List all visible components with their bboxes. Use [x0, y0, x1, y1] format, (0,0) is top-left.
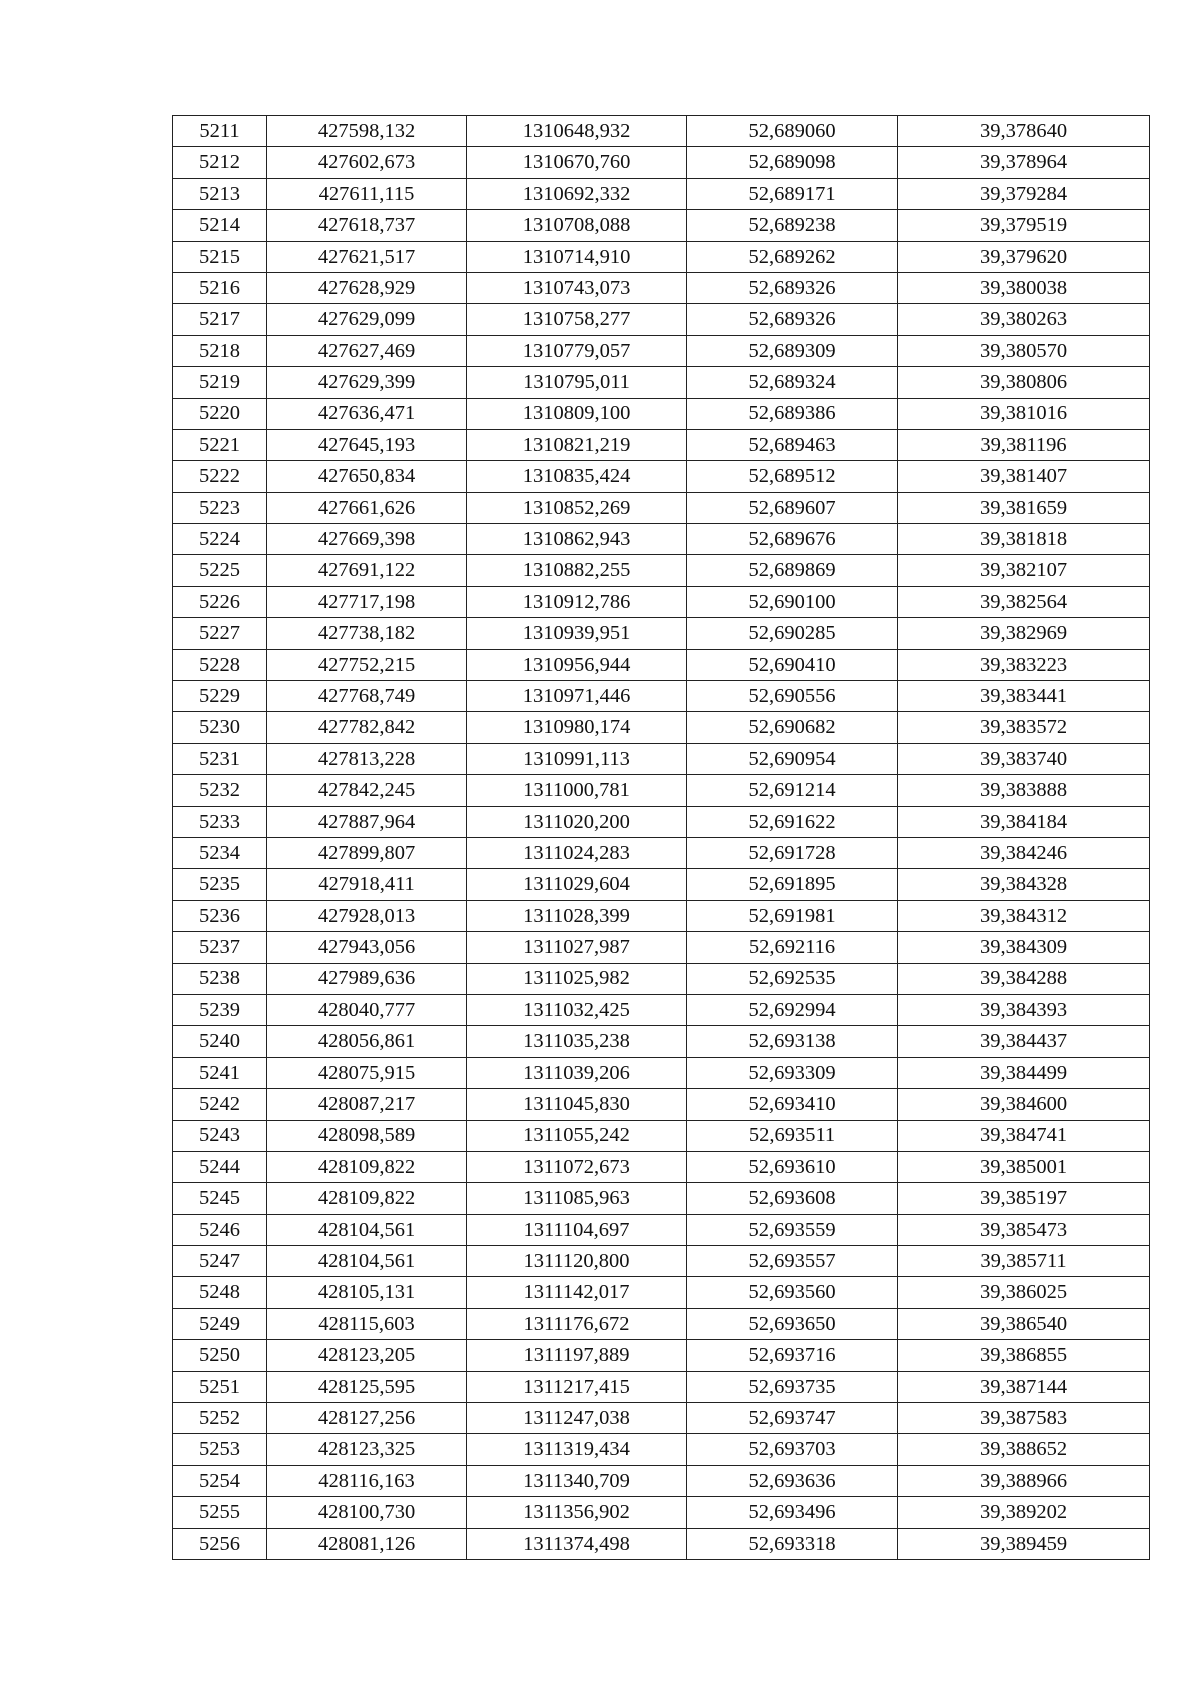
latitude-cell: 52,689326	[687, 272, 898, 303]
point-number-cell: 5224	[173, 524, 267, 555]
table-row	[173, 1246, 1150, 1277]
latitude-cell: 52,689512	[687, 461, 898, 492]
longitude-cell: 39,384499	[898, 1057, 1150, 1088]
latitude-cell: 52,692994	[687, 994, 898, 1025]
point-number-cell: 5233	[173, 806, 267, 837]
latitude-cell: 52,689262	[687, 241, 898, 272]
longitude-cell: 39,384246	[898, 837, 1150, 868]
latitude-cell: 52,693610	[687, 1151, 898, 1182]
latitude-cell: 52,692116	[687, 932, 898, 963]
table-row	[173, 1183, 1150, 1214]
latitude-cell: 52,693650	[687, 1308, 898, 1339]
latitude-cell: 52,691622	[687, 806, 898, 837]
y-coordinate-cell: 1310939,951	[467, 618, 687, 649]
table-row	[173, 743, 1150, 774]
y-coordinate-cell: 1310648,932	[467, 116, 687, 147]
y-coordinate-cell: 1311340,709	[467, 1465, 687, 1496]
table-row	[173, 461, 1150, 492]
latitude-cell: 52,693703	[687, 1434, 898, 1465]
y-coordinate-cell: 1311027,987	[467, 932, 687, 963]
y-coordinate-cell: 1310852,269	[467, 492, 687, 523]
x-coordinate-cell: 427627,469	[267, 335, 467, 366]
table-row	[173, 649, 1150, 680]
y-coordinate-cell: 1311072,673	[467, 1151, 687, 1182]
point-number-cell: 5215	[173, 241, 267, 272]
table-row	[173, 1120, 1150, 1151]
table-row	[173, 178, 1150, 209]
table-row	[173, 1277, 1150, 1308]
y-coordinate-cell: 1310743,073	[467, 272, 687, 303]
longitude-cell: 39,381818	[898, 524, 1150, 555]
table-row	[173, 524, 1150, 555]
latitude-cell: 52,693747	[687, 1403, 898, 1434]
y-coordinate-cell: 1310835,424	[467, 461, 687, 492]
y-coordinate-cell: 1311247,038	[467, 1403, 687, 1434]
table-row	[173, 963, 1150, 994]
y-coordinate-cell: 1310991,113	[467, 743, 687, 774]
latitude-cell: 52,691895	[687, 869, 898, 900]
point-number-cell: 5253	[173, 1434, 267, 1465]
point-number-cell: 5218	[173, 335, 267, 366]
x-coordinate-cell: 427943,056	[267, 932, 467, 963]
latitude-cell: 52,693557	[687, 1246, 898, 1277]
point-number-cell: 5227	[173, 618, 267, 649]
point-number-cell: 5221	[173, 429, 267, 460]
table-row	[173, 1340, 1150, 1371]
table-row	[173, 775, 1150, 806]
longitude-cell: 39,380806	[898, 367, 1150, 398]
y-coordinate-cell: 1311025,982	[467, 963, 687, 994]
y-coordinate-cell: 1311120,800	[467, 1246, 687, 1277]
longitude-cell: 39,380570	[898, 335, 1150, 366]
point-number-cell: 5247	[173, 1246, 267, 1277]
longitude-cell: 39,388966	[898, 1465, 1150, 1496]
y-coordinate-cell: 1310912,786	[467, 586, 687, 617]
latitude-cell: 52,693560	[687, 1277, 898, 1308]
x-coordinate-cell: 427717,198	[267, 586, 467, 617]
latitude-cell: 52,689463	[687, 429, 898, 460]
y-coordinate-cell: 1311319,434	[467, 1434, 687, 1465]
table-row	[173, 1089, 1150, 1120]
y-coordinate-cell: 1310882,255	[467, 555, 687, 586]
table-row	[173, 1465, 1150, 1496]
x-coordinate-cell: 428105,131	[267, 1277, 467, 1308]
point-number-cell: 5231	[173, 743, 267, 774]
x-coordinate-cell: 428098,589	[267, 1120, 467, 1151]
latitude-cell: 52,690100	[687, 586, 898, 617]
y-coordinate-cell: 1311032,425	[467, 994, 687, 1025]
x-coordinate-cell: 428123,205	[267, 1340, 467, 1371]
latitude-cell: 52,690285	[687, 618, 898, 649]
table-row	[173, 304, 1150, 335]
latitude-cell: 52,693735	[687, 1371, 898, 1402]
latitude-cell: 52,689171	[687, 178, 898, 209]
x-coordinate-cell: 427618,737	[267, 210, 467, 241]
x-coordinate-cell: 427928,013	[267, 900, 467, 931]
y-coordinate-cell: 1311055,242	[467, 1120, 687, 1151]
longitude-cell: 39,386025	[898, 1277, 1150, 1308]
longitude-cell: 39,383572	[898, 712, 1150, 743]
y-coordinate-cell: 1310809,100	[467, 398, 687, 429]
x-coordinate-cell: 427842,245	[267, 775, 467, 806]
y-coordinate-cell: 1311374,498	[467, 1528, 687, 1559]
longitude-cell: 39,386540	[898, 1308, 1150, 1339]
point-number-cell: 5226	[173, 586, 267, 617]
longitude-cell: 39,381659	[898, 492, 1150, 523]
x-coordinate-cell: 427768,749	[267, 681, 467, 712]
longitude-cell: 39,384309	[898, 932, 1150, 963]
table-row	[173, 555, 1150, 586]
coordinates-table-body	[173, 116, 1150, 1560]
y-coordinate-cell: 1311029,604	[467, 869, 687, 900]
point-number-cell: 5244	[173, 1151, 267, 1182]
longitude-cell: 39,384312	[898, 900, 1150, 931]
longitude-cell: 39,384600	[898, 1089, 1150, 1120]
y-coordinate-cell: 1311356,902	[467, 1497, 687, 1528]
longitude-cell: 39,380263	[898, 304, 1150, 335]
longitude-cell: 39,385197	[898, 1183, 1150, 1214]
point-number-cell: 5235	[173, 869, 267, 900]
table-row	[173, 241, 1150, 272]
longitude-cell: 39,379620	[898, 241, 1150, 272]
x-coordinate-cell: 427669,398	[267, 524, 467, 555]
table-row	[173, 586, 1150, 617]
point-number-cell: 5250	[173, 1340, 267, 1371]
y-coordinate-cell: 1311028,399	[467, 900, 687, 931]
x-coordinate-cell: 427598,132	[267, 116, 467, 147]
x-coordinate-cell: 427918,411	[267, 869, 467, 900]
latitude-cell: 52,689324	[687, 367, 898, 398]
point-number-cell: 5216	[173, 272, 267, 303]
latitude-cell: 52,693716	[687, 1340, 898, 1371]
longitude-cell: 39,389459	[898, 1528, 1150, 1559]
table-row	[173, 681, 1150, 712]
table-row	[173, 1497, 1150, 1528]
point-number-cell: 5213	[173, 178, 267, 209]
point-number-cell: 5217	[173, 304, 267, 335]
table-row	[173, 1026, 1150, 1057]
longitude-cell: 39,379284	[898, 178, 1150, 209]
point-number-cell: 5228	[173, 649, 267, 680]
longitude-cell: 39,380038	[898, 272, 1150, 303]
longitude-cell: 39,385001	[898, 1151, 1150, 1182]
x-coordinate-cell: 428104,561	[267, 1214, 467, 1245]
x-coordinate-cell: 428109,822	[267, 1183, 467, 1214]
latitude-cell: 52,689869	[687, 555, 898, 586]
table-row	[173, 806, 1150, 837]
latitude-cell: 52,691214	[687, 775, 898, 806]
longitude-cell: 39,383441	[898, 681, 1150, 712]
table-row	[173, 1308, 1150, 1339]
table-row	[173, 492, 1150, 523]
longitude-cell: 39,385711	[898, 1246, 1150, 1277]
x-coordinate-cell: 427899,807	[267, 837, 467, 868]
latitude-cell: 52,689326	[687, 304, 898, 335]
x-coordinate-cell: 427989,636	[267, 963, 467, 994]
y-coordinate-cell: 1310956,944	[467, 649, 687, 680]
longitude-cell: 39,386855	[898, 1340, 1150, 1371]
x-coordinate-cell: 427645,193	[267, 429, 467, 460]
latitude-cell: 52,690954	[687, 743, 898, 774]
y-coordinate-cell: 1310692,332	[467, 178, 687, 209]
table-row	[173, 210, 1150, 241]
point-number-cell: 5212	[173, 147, 267, 178]
point-number-cell: 5241	[173, 1057, 267, 1088]
x-coordinate-cell: 427628,929	[267, 272, 467, 303]
longitude-cell: 39,383888	[898, 775, 1150, 806]
x-coordinate-cell: 427887,964	[267, 806, 467, 837]
x-coordinate-cell: 427602,673	[267, 147, 467, 178]
latitude-cell: 52,689238	[687, 210, 898, 241]
point-number-cell: 5243	[173, 1120, 267, 1151]
y-coordinate-cell: 1311085,963	[467, 1183, 687, 1214]
y-coordinate-cell: 1310758,277	[467, 304, 687, 335]
table-row	[173, 272, 1150, 303]
latitude-cell: 52,690682	[687, 712, 898, 743]
x-coordinate-cell: 428081,126	[267, 1528, 467, 1559]
y-coordinate-cell: 1310821,219	[467, 429, 687, 460]
table-row	[173, 1057, 1150, 1088]
longitude-cell: 39,383740	[898, 743, 1150, 774]
table-row	[173, 147, 1150, 178]
table-row	[173, 367, 1150, 398]
longitude-cell: 39,385473	[898, 1214, 1150, 1245]
x-coordinate-cell: 428115,603	[267, 1308, 467, 1339]
x-coordinate-cell: 427621,517	[267, 241, 467, 272]
point-number-cell: 5237	[173, 932, 267, 963]
longitude-cell: 39,383223	[898, 649, 1150, 680]
point-number-cell: 5252	[173, 1403, 267, 1434]
latitude-cell: 52,689098	[687, 147, 898, 178]
table-row	[173, 116, 1150, 147]
y-coordinate-cell: 1311000,781	[467, 775, 687, 806]
table-row	[173, 900, 1150, 931]
point-number-cell: 5214	[173, 210, 267, 241]
table-row	[173, 932, 1150, 963]
point-number-cell: 5245	[173, 1183, 267, 1214]
point-number-cell: 5254	[173, 1465, 267, 1496]
latitude-cell: 52,689060	[687, 116, 898, 147]
longitude-cell: 39,384328	[898, 869, 1150, 900]
point-number-cell: 5256	[173, 1528, 267, 1559]
point-number-cell: 5248	[173, 1277, 267, 1308]
x-coordinate-cell: 427661,626	[267, 492, 467, 523]
x-coordinate-cell: 427782,842	[267, 712, 467, 743]
table-row	[173, 335, 1150, 366]
table-row	[173, 429, 1150, 460]
table-row	[173, 1151, 1150, 1182]
longitude-cell: 39,382564	[898, 586, 1150, 617]
x-coordinate-cell: 428127,256	[267, 1403, 467, 1434]
latitude-cell: 52,693318	[687, 1528, 898, 1559]
latitude-cell: 52,689607	[687, 492, 898, 523]
point-number-cell: 5240	[173, 1026, 267, 1057]
point-number-cell: 5220	[173, 398, 267, 429]
y-coordinate-cell: 1311045,830	[467, 1089, 687, 1120]
x-coordinate-cell: 428125,595	[267, 1371, 467, 1402]
latitude-cell: 52,693496	[687, 1497, 898, 1528]
table-row	[173, 1434, 1150, 1465]
longitude-cell: 39,384184	[898, 806, 1150, 837]
longitude-cell: 39,381016	[898, 398, 1150, 429]
longitude-cell: 39,387583	[898, 1403, 1150, 1434]
latitude-cell: 52,693559	[687, 1214, 898, 1245]
latitude-cell: 52,693309	[687, 1057, 898, 1088]
point-number-cell: 5255	[173, 1497, 267, 1528]
y-coordinate-cell: 1311104,697	[467, 1214, 687, 1245]
x-coordinate-cell: 428116,163	[267, 1465, 467, 1496]
x-coordinate-cell: 427813,228	[267, 743, 467, 774]
point-number-cell: 5236	[173, 900, 267, 931]
point-number-cell: 5232	[173, 775, 267, 806]
point-number-cell: 5219	[173, 367, 267, 398]
y-coordinate-cell: 1310708,088	[467, 210, 687, 241]
y-coordinate-cell: 1310670,760	[467, 147, 687, 178]
latitude-cell: 52,692535	[687, 963, 898, 994]
table-row	[173, 869, 1150, 900]
x-coordinate-cell: 428056,861	[267, 1026, 467, 1057]
table-row	[173, 1528, 1150, 1559]
table-row	[173, 1371, 1150, 1402]
y-coordinate-cell: 1311142,017	[467, 1277, 687, 1308]
x-coordinate-cell: 428040,777	[267, 994, 467, 1025]
longitude-cell: 39,384288	[898, 963, 1150, 994]
y-coordinate-cell: 1311217,415	[467, 1371, 687, 1402]
x-coordinate-cell: 428087,217	[267, 1089, 467, 1120]
y-coordinate-cell: 1310779,057	[467, 335, 687, 366]
y-coordinate-cell: 1310971,446	[467, 681, 687, 712]
point-number-cell: 5242	[173, 1089, 267, 1120]
x-coordinate-cell: 428075,915	[267, 1057, 467, 1088]
latitude-cell: 52,693138	[687, 1026, 898, 1057]
x-coordinate-cell: 428104,561	[267, 1246, 467, 1277]
x-coordinate-cell: 428109,822	[267, 1151, 467, 1182]
longitude-cell: 39,384741	[898, 1120, 1150, 1151]
point-number-cell: 5249	[173, 1308, 267, 1339]
y-coordinate-cell: 1311039,206	[467, 1057, 687, 1088]
longitude-cell: 39,389202	[898, 1497, 1150, 1528]
point-number-cell: 5225	[173, 555, 267, 586]
table-row	[173, 398, 1150, 429]
y-coordinate-cell: 1311176,672	[467, 1308, 687, 1339]
table-row	[173, 1403, 1150, 1434]
longitude-cell: 39,378964	[898, 147, 1150, 178]
x-coordinate-cell: 427629,099	[267, 304, 467, 335]
longitude-cell: 39,379519	[898, 210, 1150, 241]
point-number-cell: 5211	[173, 116, 267, 147]
longitude-cell: 39,384393	[898, 994, 1150, 1025]
table-row	[173, 618, 1150, 649]
latitude-cell: 52,689309	[687, 335, 898, 366]
y-coordinate-cell: 1311197,889	[467, 1340, 687, 1371]
point-number-cell: 5238	[173, 963, 267, 994]
point-number-cell: 5230	[173, 712, 267, 743]
point-number-cell: 5246	[173, 1214, 267, 1245]
x-coordinate-cell: 427629,399	[267, 367, 467, 398]
latitude-cell: 52,691728	[687, 837, 898, 868]
latitude-cell: 52,693608	[687, 1183, 898, 1214]
y-coordinate-cell: 1311024,283	[467, 837, 687, 868]
longitude-cell: 39,384437	[898, 1026, 1150, 1057]
coordinates-table	[172, 115, 1150, 1560]
latitude-cell: 52,689676	[687, 524, 898, 555]
point-number-cell: 5251	[173, 1371, 267, 1402]
longitude-cell: 39,381196	[898, 429, 1150, 460]
latitude-cell: 52,690556	[687, 681, 898, 712]
latitude-cell: 52,691981	[687, 900, 898, 931]
longitude-cell: 39,387144	[898, 1371, 1150, 1402]
longitude-cell: 39,381407	[898, 461, 1150, 492]
point-number-cell: 5223	[173, 492, 267, 523]
y-coordinate-cell: 1310862,943	[467, 524, 687, 555]
y-coordinate-cell: 1310795,011	[467, 367, 687, 398]
table-row	[173, 712, 1150, 743]
point-number-cell: 5234	[173, 837, 267, 868]
latitude-cell: 52,693636	[687, 1465, 898, 1496]
latitude-cell: 52,693511	[687, 1120, 898, 1151]
latitude-cell: 52,693410	[687, 1089, 898, 1120]
longitude-cell: 39,382107	[898, 555, 1150, 586]
table-row	[173, 837, 1150, 868]
longitude-cell: 39,378640	[898, 116, 1150, 147]
x-coordinate-cell: 427636,471	[267, 398, 467, 429]
latitude-cell: 52,690410	[687, 649, 898, 680]
y-coordinate-cell: 1311020,200	[467, 806, 687, 837]
x-coordinate-cell: 427691,122	[267, 555, 467, 586]
y-coordinate-cell: 1310714,910	[467, 241, 687, 272]
x-coordinate-cell: 428123,325	[267, 1434, 467, 1465]
x-coordinate-cell: 427611,115	[267, 178, 467, 209]
point-number-cell: 5229	[173, 681, 267, 712]
y-coordinate-cell: 1310980,174	[467, 712, 687, 743]
table-row	[173, 1214, 1150, 1245]
table-row	[173, 994, 1150, 1025]
y-coordinate-cell: 1311035,238	[467, 1026, 687, 1057]
x-coordinate-cell: 427752,215	[267, 649, 467, 680]
point-number-cell: 5239	[173, 994, 267, 1025]
latitude-cell: 52,689386	[687, 398, 898, 429]
longitude-cell: 39,382969	[898, 618, 1150, 649]
point-number-cell: 5222	[173, 461, 267, 492]
longitude-cell: 39,388652	[898, 1434, 1150, 1465]
x-coordinate-cell: 428100,730	[267, 1497, 467, 1528]
x-coordinate-cell: 427650,834	[267, 461, 467, 492]
x-coordinate-cell: 427738,182	[267, 618, 467, 649]
